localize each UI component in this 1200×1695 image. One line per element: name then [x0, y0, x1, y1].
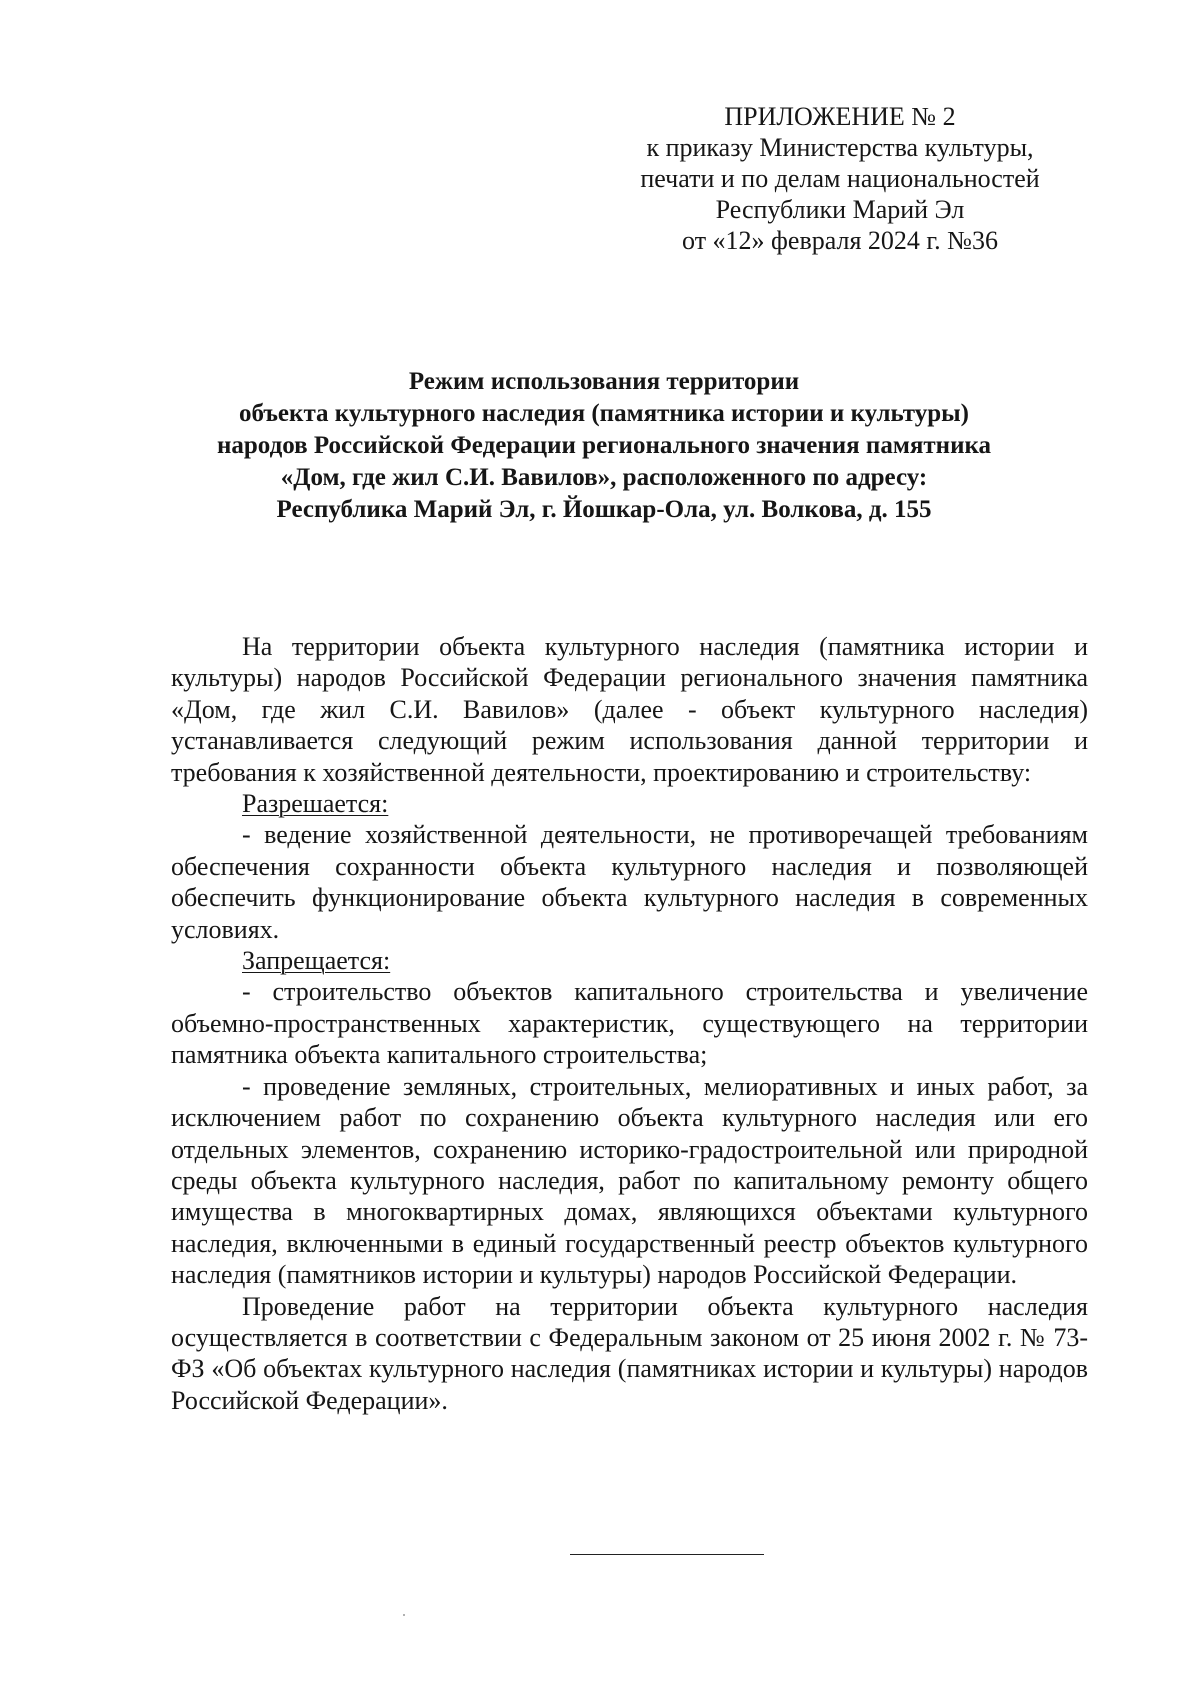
- appendix-date-line: от «12» февраля 2024 г. №36: [682, 226, 998, 255]
- appendix-republic-line: Республики Марий Эл: [715, 195, 965, 224]
- allowed-heading: Разрешается:: [242, 789, 389, 819]
- prohibited-heading-row: [171, 945, 1088, 976]
- appendix-header: [620, 101, 1060, 256]
- allowed-heading-row: [171, 788, 1088, 819]
- prohibited-item: - строительство объектов капитального строительства и увеличение объемно-пространственных характеристик, существующего на территории памятника объекта капитального строительства;: [171, 977, 1088, 1070]
- end-divider: [570, 1554, 764, 1555]
- allowed-item: - ведение хозяйственной деятельности, не противоречащей требованиям обеспечения сохранности объекта культурного наследия и позволяющей обеспечить функционирование объекта культурного наследия в современных условиях.: [171, 820, 1088, 944]
- prohibited-item: - проведение земляных, строительных, мелиоративных и иных работ, за исключением работ по сохранению объекта культурного наследия или его отдельных элементов, сохранению историко-градостроительной или природной среды объекта культурного наследия, работ по капитальному ремонту общего имущества в многоквартирных домах, являющихся объектами культурного наследия, включенными в единый государственный реестр объектов культурного наследия (памятников истории и культуры) народов Российской Федерации.: [171, 1071, 1088, 1290]
- closing-paragraph: Проведение работ на территории объекта культурного наследия осуществляется в соответствии с Федеральным законом от 25 июня 2002 г. № 73-ФЗ «Об объектах культурного наследия (памятниках истории и культуры) народов Российской Федерации».: [171, 1291, 1088, 1415]
- title-line-4: «Дом, где жил С.И. Вавилов», расположенного по адресу:: [280, 464, 928, 491]
- title-line-5: Республика Марий Эл, г. Йошкар-Ола, ул. Волкова, д. 155: [276, 496, 932, 523]
- scan-speck: [403, 1614, 405, 1616]
- title-line-3: народов Российской Федерации регионального значения памятника: [217, 432, 991, 459]
- intro-paragraph: На территории объекта культурного наследия (памятника истории и культуры) народов Российской Федерации регионального значения памятника «Дом, где жил С.И. Вавилов» (далее - объект культурного наследия) устанавливается следующий режим использования данной территории и требования к хозяйственной деятельности, проектированию и строительству:: [171, 632, 1088, 787]
- title-line-1: Режим использования территории: [408, 368, 800, 395]
- title-line-2: объекта культурного наследия (памятника истории и культуры): [238, 400, 969, 427]
- document-title: [120, 366, 1088, 526]
- appendix-order-line: к приказу Министерства культуры,: [646, 133, 1034, 162]
- prohibited-heading: Запрещается:: [242, 946, 391, 976]
- appendix-number: ПРИЛОЖЕНИЕ № 2: [724, 102, 956, 131]
- appendix-ministry-line: печати и по делам национальностей: [640, 164, 1040, 193]
- document-body: [171, 631, 1088, 1416]
